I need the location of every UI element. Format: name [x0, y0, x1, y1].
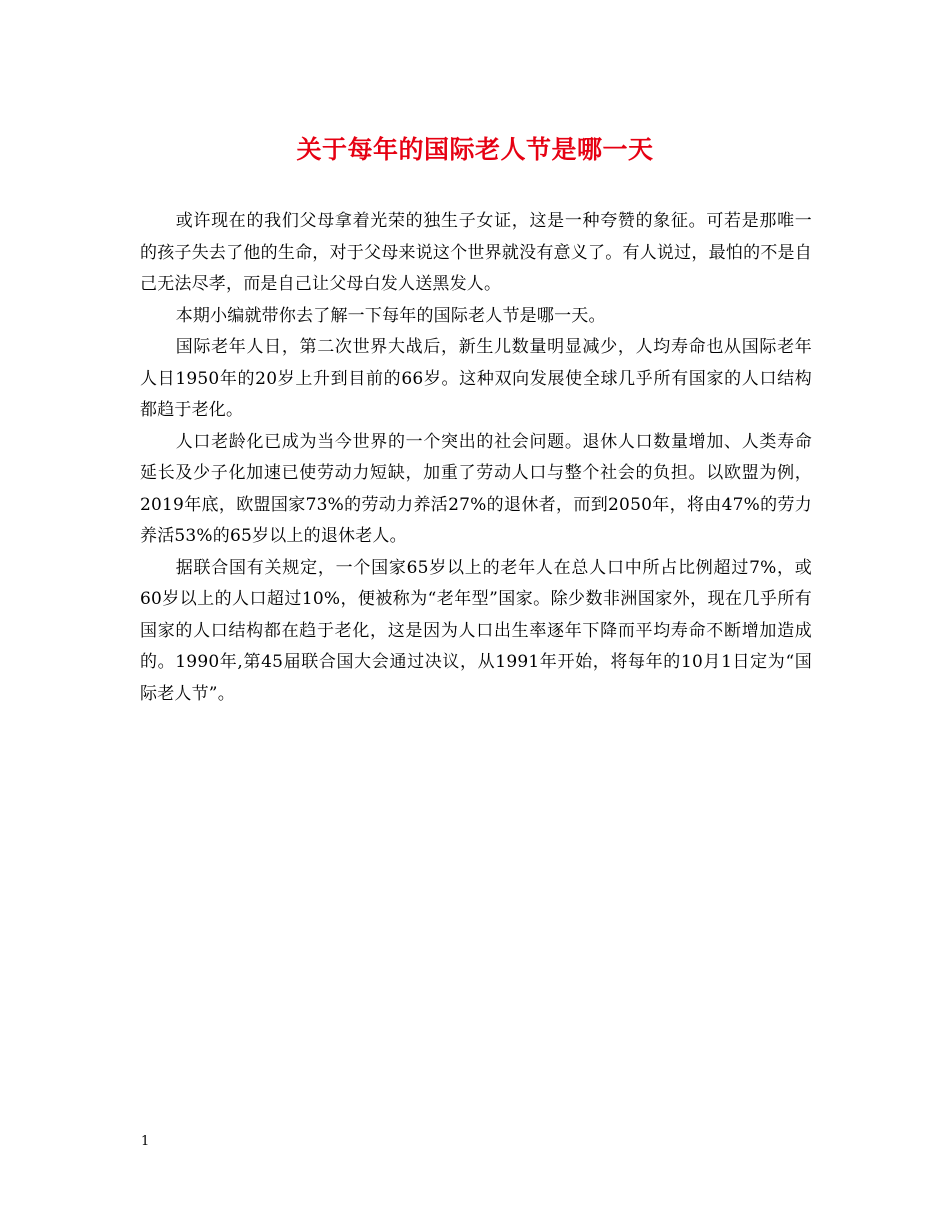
paragraph: 据联合国有关规定，一个国家65岁以上的老年人在总人口中所占比例超过7%，或60岁以上的人口超过10%，便被称为“老年型”国家。除少数非洲国家外，现在几乎所有国家的人口结构都在趋于老化，这是因为人口出生率逐年下降而平均寿命不断增加造成的。1990年,第45届联合国大会通过决议，从1991年开始，将每年的10月1日定为“国际老人节”。	[140, 557, 812, 704]
document-body	[140, 206, 812, 710]
paragraph: 国际老年人日，第二次世界大战后，新生儿数量明显减少，人均寿命也从国际老年人日1950年的20岁上升到目前的66岁。这种双向发展使全球几乎所有国家的人口结构都趋于老化。	[140, 337, 812, 420]
document-title: 关于每年的国际老人节是哪一天	[296, 135, 654, 164]
page-number: 1	[141, 1134, 150, 1149]
paragraph: 或许现在的我们父母拿着光荣的独生子女证，这是一种夸赞的象征。可若是那唯一的孩子失去了他的生命，对于父母来说这个世界就没有意义了。有人说过，最怕的不是自己无法尽孝，而是自己让父母白发人送黑发人。	[140, 211, 812, 294]
paragraph: 本期小编就带你去了解一下每年的国际老人节是哪一天。	[175, 305, 606, 326]
paragraph: 人口老龄化已成为当今世界的一个突出的社会问题。退休人口数量增加、人类寿命延长及少子化加速已使劳动力短缺，加重了劳动人口与整个社会的负担。以欧盟为例，2019年底，欧盟国家73%的劳动力养活27%的退休者，而到2050年，将由47%的劳力养活53%的65岁以上的退休老人。	[140, 431, 812, 546]
